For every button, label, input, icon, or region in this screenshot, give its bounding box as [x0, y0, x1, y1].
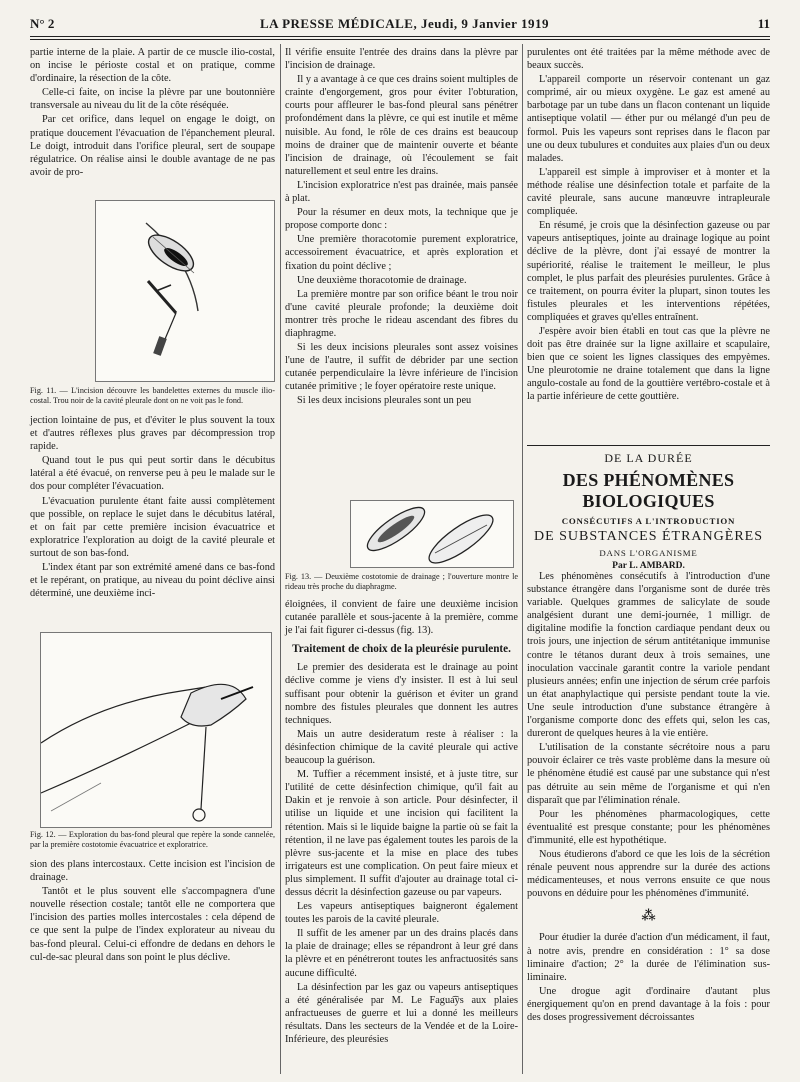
article-title-line-5: DANS L'ORGANISME: [599, 548, 698, 558]
page-number: 11: [757, 16, 770, 31]
paragraph: purulentes ont été traitées par la même méthode avec de beaux succès.: [527, 47, 770, 72]
column-2-continued: [285, 598, 518, 1047]
column-divider-2: [522, 44, 523, 1074]
paragraph: En résumé, je crois que la désinfection gazeuse ou par vapeurs antiseptiques, jointe au drainage logique au point déclive de la plèvre, dont j'ai essayé de montrer la supériorité, réalise le traitement le meilleur, le plus complet, le plus parfait des pleurésies purulentes. Grâce à ce traitement, on pourra éviter la plupart, sinon toutes les fistules pleurales et les interventions répétées, compliquées et graves qu'elles entraînent.: [527, 220, 770, 323]
header-rule-thin: [30, 39, 770, 40]
paragraph: Pour la résumer en deux mots, la technique que je propose comporte donc :: [285, 207, 518, 232]
paragraph: L'appareil est simple à improviser et à monter et la méthode réalise une désinfection totale et parfaite de la cavité pleurale, sans aucune manœuvre intrapleurale compliquée.: [527, 166, 770, 218]
paragraph: Quand tout le pus qui peut sortir dans le décubitus latéral a été évacué, on renverse peu à peu le malade sur le dos pour compléter l'évacuation.: [30, 455, 275, 493]
column-1-end: [30, 858, 275, 965]
column-2: [285, 46, 518, 409]
figure-11: [95, 200, 275, 382]
figure-12-caption: Fig. 12. — Exploration du bas-fond pleural que repère la sonde cannelée, par la première costotomie évacuatrice et exploratrice.: [30, 830, 275, 849]
paragraph: L'incision exploratrice n'est pas drainée, mais pansée à plat.: [285, 179, 518, 205]
journal-title: LA PRESSE MÉDICALE, Jeudi, 9 Janvier 1919: [260, 16, 549, 31]
paragraph: J'espère avoir bien établi en tout cas que la plèvre ne doit pas être drainée sur la ligne axillaire et scapulaire, bien que ce soient les lignes classiques des empyèmes. Une pleurotomie ne draine totalement que dans la ligne angulo-costale au fond de la gouttière vertébro-costale et à la partie inférieure de cette gouttière.: [527, 325, 770, 403]
column-divider-1: [280, 44, 281, 1074]
paragraph: L'évacuation purulente étant faite aussi complètement que possible, on replace le sujet dans le décubitus latéral, et on fait par cette première incision évacuatrice et exploratrice l'exploration au doigt de la cavité pleurale et surtout de son bas-fond.: [30, 495, 275, 559]
article-title-line-4: DE SUBSTANCES ÉTRANGÈRES: [533, 529, 763, 544]
column-3: [527, 46, 770, 405]
paragraph: Mais un autre desideratum reste à réaliser : la désinfection chimique de la cavité pleurale qui active beaucoup la guérison.: [285, 728, 518, 767]
paragraph: Il suffit de les amener par un des drains placés dans la plaie de drainage; elles se répandront à leur gré dans la plèvre et en pénétreront toutes les anfractuosités sans aucune difficulté.: [285, 928, 518, 979]
paragraph: Nous étudierons d'abord ce que les lois de la sécrétion rénale peuvent nous apprendre sur la durée des actions médicamenteuses, et nous verrons ensuite ce que nous pouvons en déduire pour les phénomènes d'immunité.: [527, 848, 770, 900]
paragraph: Celle-ci faite, on incise la plèvre par une boutonnière transversale au niveau du lit de la côte réséquée.: [30, 87, 275, 112]
paragraph: partie interne de la plaie. A partir de ce muscle ilio-costal, on incise le périoste costal et on pratique, comme d'ordinaire, la résection de la côte.: [30, 47, 275, 85]
paragraph: éloignées, il convient de faire une deuxième incision cutanée parallèle et sous-jacente à la première, comme je l'ai fait figurer ci-dessus (fig. 13).: [285, 599, 518, 637]
figure-13-illustration: [351, 501, 515, 569]
section-heading: Traitement de choix de la pleurésie purulente.: [292, 643, 511, 656]
paragraph: Pour étudier la durée d'action d'un médicament, il faut, à notre avis, prendre en considération : 1° sa dose liminaire d'action; 2° la durée de l'élimination sus-liminaire.: [527, 932, 770, 983]
paragraph: Les phénomènes consécutifs à l'introduction d'une substance étrangère dans l'organisme sont de durée très variable. Quelques grammes de salicylate de soude analgésient durant une demi-journée, 1 milligr. de digitaline modifie la fonction cardiaque pendant deux ou trois jours, une injection de sérum antitétanique immunise contre le tétanos durant deux à trois semaines, une inoculation vaccinale garantit contre la variole pendant plusieurs années; enfin une injection de sérum crée parfois un état anaphylactique qui persiste pendant toute la vie. Une seule introduction d'une substance étrangère à l'organisme comporte donc des effets qui, selon les cas, dureront de quelques heures à la vie entière.: [527, 571, 770, 740]
article-title-line-2: DES PHÉNOMÈNES BIOLOGIQUES: [562, 470, 735, 511]
article-author: Par L. AMBARD.: [612, 561, 685, 571]
column-1-continued: [30, 414, 275, 601]
paragraph: La première montre par son orifice béant le trou noir d'une cavité pleurale profonde; la deuxième doit montrer très proche le rideau ascendant des fibres du diaphragme.: [285, 288, 518, 339]
paragraph: Il vérifie ensuite l'entrée des drains dans la plèvre par l'incision de drainage.: [285, 47, 518, 72]
paragraph: Une drogue agit d'ordinaire d'autant plus énergiquement qu'on en prend davantage à la fois : pour des doses progressivement décroissantes: [527, 985, 770, 1023]
column-3-continued: [527, 570, 770, 1025]
article-rule-top: [527, 445, 770, 446]
paragraph: sion des plans intercostaux. Cette incision est l'incision de drainage.: [30, 859, 275, 884]
section-separator: ⁂: [641, 909, 656, 925]
figure-13: [350, 500, 514, 568]
figure-12-illustration: [41, 633, 273, 829]
issue-number: N° 2: [30, 16, 55, 31]
figure-12: [40, 632, 272, 828]
paragraph: Par cet orifice, dans lequel on engage le doigt, on pratique doucement l'évacuation de l'épanchement pleural. Le doigt, introduit dans l'orifice pleural, sert de soupape régulatrice. On réalise ainsi le double avantage de ne pas avoir de pro-: [30, 114, 275, 178]
paragraph: Si les deux incisions pleurales sont assez voisines l'une de l'autre, il suffit de débrider par une section cutanée perpendiculaire la lèvre inférieure de l'incision cutanée primitive ; le foyer opératoire reste unique.: [285, 342, 518, 393]
paragraph: L'index étant par son extrémité amené dans ce bas-fond et le repérant, on pratique, au niveau du point déclive ainsi déterminé, une deuxième inci-: [30, 562, 275, 600]
paragraph: La désinfection par les gaz ou vapeurs antiseptiques a été généralisée par M. Le Fagua͡ys aux plaies anfractueuses de guerre et lui a donné les meilleurs résultats. Dans les secteurs de la Vendée et de la Loire-Inférieure, des pleurésies: [285, 981, 518, 1045]
paragraph: jection lointaine de pus, et d'éviter le plus souvent la toux et d'autres réflexes plus graves par décompression trop rapide.: [30, 415, 275, 453]
article-title-line-1: DE LA DURÉE: [604, 451, 693, 465]
paragraph: L'utilisation de la constante sécrétoire nous a paru pouvoir éclairer ce très vaste problème dans la mesure où le phénomène étudié est causé par une substance qui n'est pas détruite au sein même de l'organisme et qui n'en disparaît que par l'élimination rénale.: [527, 742, 770, 806]
paragraph: Tantôt et le plus souvent elle s'accompagnera d'une nouvelle résection costale; tantôt elle ne comportera que l'incision des parties molles intercostales : cela dépend de ce que sent la pulpe de l'index explorateur au niveau du bas-fond pleural. Celui-ci effondre de dedans en dehors le cul-de-sac pleural dans son point le plus déclive.: [30, 886, 275, 963]
paragraph: Pour les phénomènes pharmacologiques, cette éventualité est presque constante; pour les phénomènes d'immunité, elle est hypothétique.: [527, 808, 770, 846]
article-title-line-3: CONSÉCUTIFS A L'INTRODUCTION: [561, 516, 736, 526]
paragraph: Les vapeurs antiseptiques baigneront également toutes les parois de la cavité pleurale.: [285, 901, 518, 926]
figure-11-caption: Fig. 11. — L'incision découvre les bandelettes externes du muscle ilio-costal. Trou noir de la cavité pleurale dont on ne voit pas le fond.: [30, 386, 275, 405]
figure-11-illustration: [96, 201, 276, 383]
column-1: [30, 46, 275, 180]
page-header: [30, 16, 770, 36]
paragraph: Une deuxième thoracotomie de drainage.: [297, 274, 467, 286]
paragraph: L'appareil comporte un réservoir contenant un gaz comprimé, air ou mieux oxygène. Le gaz est amené au barbotage par un tube dans un flacon contenant un liquide antiseptique volatil — éther pur ou mélangé d'un peu de formol. Puis les vapeurs sont reprises dans le flacon par une ou deux tubulures et conduites aux plaies d'un ou deux malades.: [527, 74, 770, 164]
paragraph: Si les deux incisions pleurales sont un peu: [297, 395, 472, 407]
paragraph: Le premier des desiderata est le drainage au point déclive comme je viens d'y insister. Il est à lui seul suffisant pour obtenir la guérison et éviter un grand nombre des fistules pleurales que donnent les autres techniques.: [285, 662, 518, 726]
paragraph: M. Tuffier a récemment insisté, et à juste titre, sur l'utilité de cette désinfection chimique, qu'il fait au Dakin et je renvoie à son article. Pour désinfecter, il utilise un liquide et une incision qui facilitent la rétention. Mais si le liquide baigne la partie où se fait la rétention, il ne lave pas également toutes les parois de la plèvre sus-jacente et la mise en place des tubes irrigateurs est une complication. On peut faire mieux et plus simplement. Il suffit d'ajouter au drainage total ci-dessus décrit la désinfection gazeuse ou par vapeurs.: [285, 769, 518, 898]
paragraph: Une première thoracotomie purement exploratrice, accessoirement évacuatrice, et après exploration et fixation du point déclive ;: [285, 234, 518, 272]
figure-13-caption: Fig. 13. — Deuxième costotomie de drainage ; l'ouverture montre le rideau très proche du diaphragme.: [285, 572, 518, 591]
paragraph: Il y a avantage à ce que ces drains soient multiples de crainte d'engorgement, gros pour éviter l'obturation, courts pour affleurer le bas-fond pleural sans pénétrer profondément dans la plèvre, ce qui est inutile et même nuisible. Au fond, le rôle de ces drains est beaucoup moins de drainer que de maintenir ouverte et béante l'incision de drainage, où l'écoulement se fait naturellement et seul entre les drains.: [285, 74, 518, 177]
article-title-block: [527, 451, 770, 571]
header-rule: [30, 36, 770, 37]
